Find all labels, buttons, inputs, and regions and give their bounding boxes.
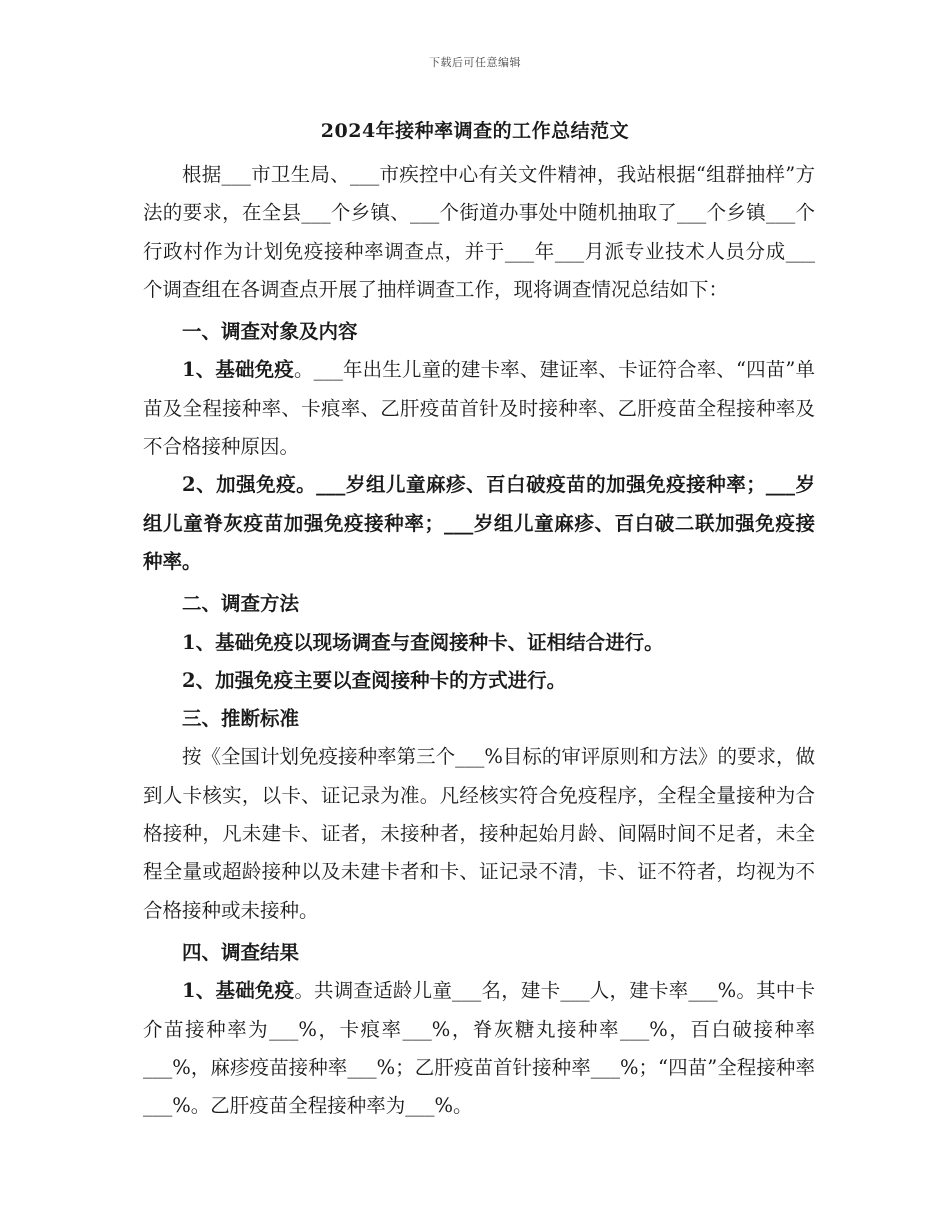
section2-item2: 2、加强免疫主要以查阅接种卡的方式进行。	[182, 668, 567, 692]
section3-paragraph: 按《全国计划免疫接种率第三个___%目标的审评原则和方法》的要求，做到人卡核实，以卡、证记录为准。凡经核实符合免疫程序，全程全量接种为合格接种，凡未建卡、证者，未接种者，接种起始月龄、间隔时间不足者，未全程全量或超龄接种以及未建卡者和卡、证记录不清，卡、证不符者，均视为不合格接种或未接种。	[143, 745, 815, 922]
section1-item1-text: 。___年出生儿童的建卡率、建证率、卡证符合率、“四苗”单苗及全程接种率、卡痕率、乙肝疫苗首针及时接种率、乙肝疫苗全程接种率及不合格接种原因。	[143, 358, 815, 459]
header-note: 下载后可任意编辑	[429, 56, 521, 69]
section1-item2: 2、加强免疫。___岁组儿童麻疹、百白破疫苗的加强免疫接种率；___岁组儿童脊灰疫苗加强免疫接种率；___岁组儿童麻疹、百白破二联加强免疫接种率。	[143, 473, 815, 573]
section1-item1	[143, 351, 815, 466]
section-heading-1: 一、调查对象及内容	[182, 320, 358, 344]
section-heading-2: 二、调查方法	[182, 592, 300, 616]
section1-item1-label: 1、基础免疫	[182, 358, 294, 382]
section-heading-4: 四、调查结果	[182, 940, 300, 964]
section4-item1-label: 1、基础免疫	[182, 979, 295, 1003]
document-body	[143, 156, 815, 1125]
intro-paragraph: 根据___市卫生局、___市疾控中心有关文件精神，我站根据“组群抽样”方法的要求，在全县___个乡镇、___个街道办事处中随机抽取了___个乡镇___个行政村作为计划免疫接种率调查点，并于___年___月派专业技术人员分成___个调查组在各调查点开展了抽样调查工作，现将调查情况总结如下：	[143, 163, 815, 301]
section4-item1	[143, 972, 815, 1125]
section4-item1-text: 。共调查适龄儿童___名，建卡___人，建卡率___%。其中卡介苗接种率为___%，卡痕率___%，脊灰糖丸接种率___%，百白破接种率___%，麻疹疫苗接种率___%；乙肝疫苗首针接种率___%；“四苗”全程接种率___%。乙肝疫苗全程接种率为___%。	[143, 979, 815, 1118]
document-title: 2024年接种率调查的工作总结范文	[320, 120, 630, 142]
section-heading-3: 三、推断标准	[182, 707, 300, 731]
section2-item1: 1、基础免疫以现场调查与查阅接种卡、证相结合进行。	[182, 630, 664, 654]
